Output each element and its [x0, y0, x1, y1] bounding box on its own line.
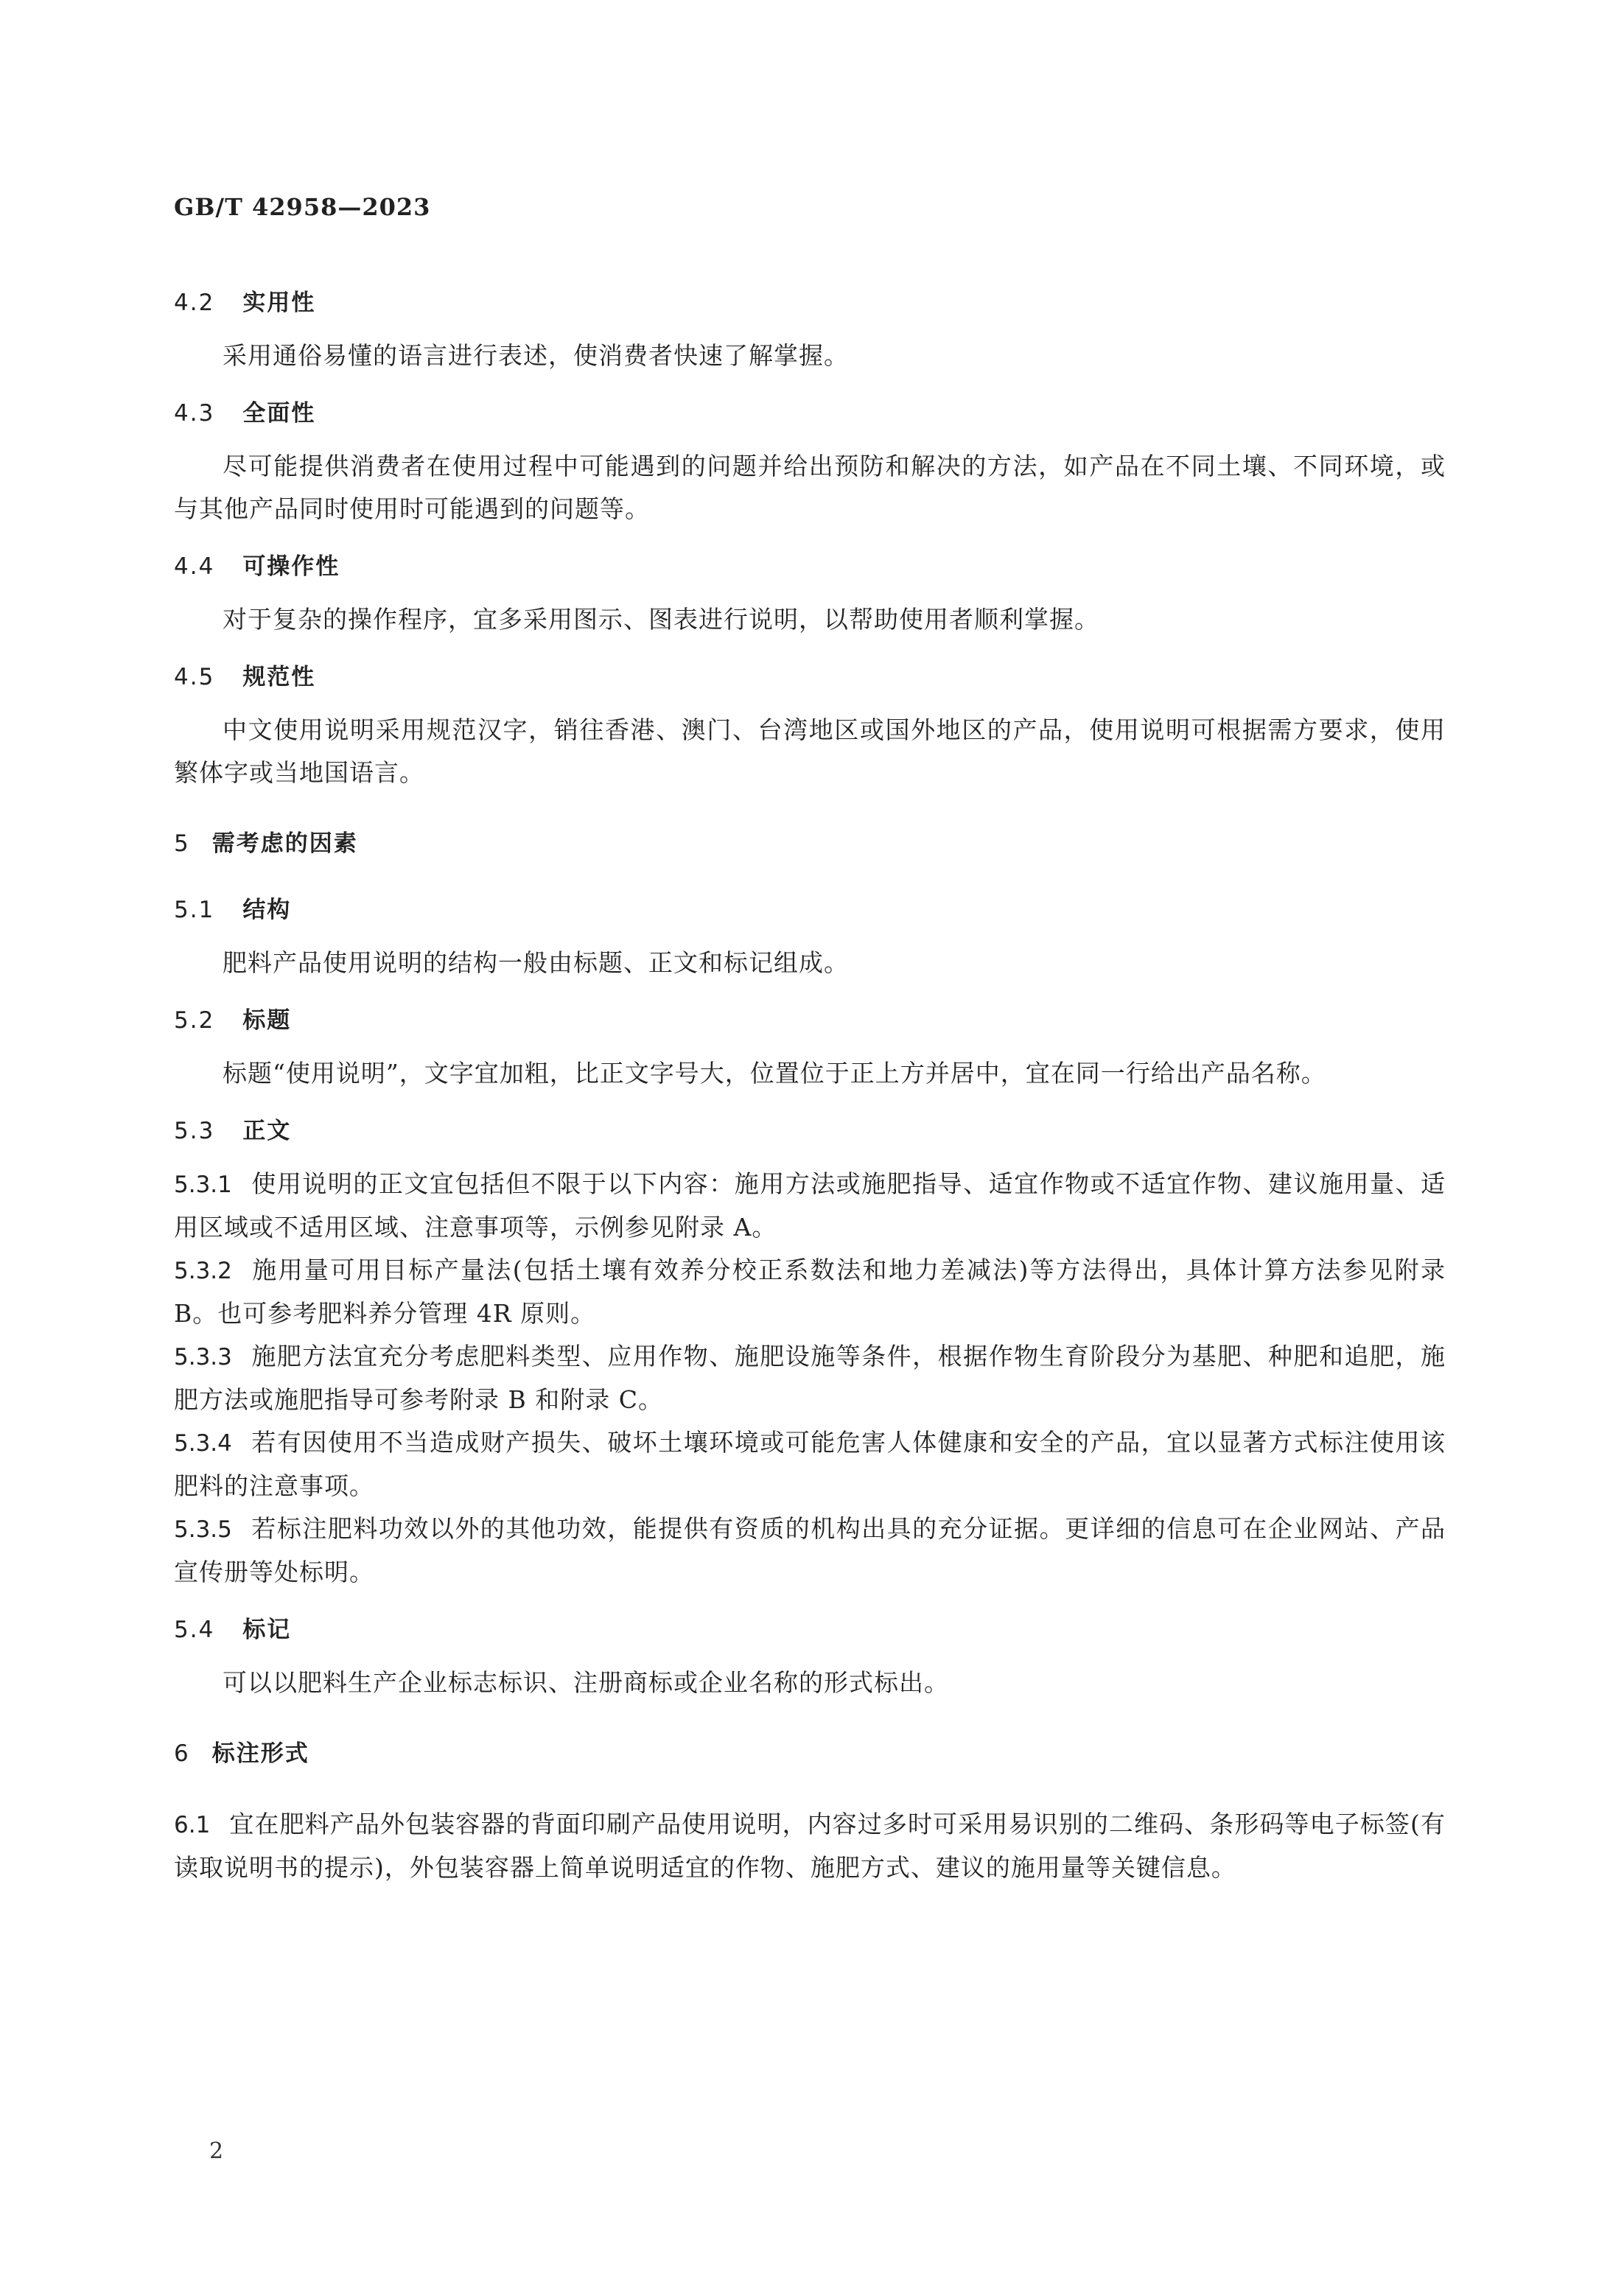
clause-5-3-2 [174, 1249, 1446, 1335]
section-heading-5 [174, 827, 1446, 861]
section-number: 6 [174, 1740, 190, 1767]
clause-5-3-3 [174, 1335, 1446, 1421]
clause-number: 5.3.5 [174, 1516, 232, 1543]
section-paragraph-4-2: 采用通俗易懂的语言进行表述，使消费者快速了解掌握。 [223, 341, 849, 370]
clause-number: 5.3.3 [174, 1344, 232, 1370]
section-heading-5-1 [174, 893, 1446, 927]
section-number: 4.3 [174, 400, 215, 427]
section-title: 正文 [242, 1118, 292, 1144]
clause-number: 5.3.2 [174, 1258, 232, 1284]
clause-text: 使用说明的正文宜包括但不限于以下内容：施用方法或施肥指导、适宜作物或不适宜作物、建议施用量、适用区域或不适用区域、注意事项等，示例参见附录 A。 [174, 1169, 1446, 1242]
section-title: 实用性 [242, 290, 316, 316]
section-heading-4-2 [174, 286, 1446, 320]
section-paragraph-5-1: 肥料产品使用说明的结构一般由标题、正文和标记组成。 [223, 948, 849, 977]
section-number: 4.4 [174, 553, 215, 580]
clause-text: 施用量可用目标产量法(包括土壤有效养分校正系数法和地力差减法)等方法得出，具体计算方法参见附录 B。也可参考肥料养分管理 4R 原则。 [174, 1256, 1446, 1328]
clause-text: 若标注肥料功效以外的其他功效，能提供有资质的机构出具的充分证据。更详细的信息可在企业网站、产品宣传册等处标明。 [174, 1514, 1446, 1586]
section-paragraph-4-3: 尽可能提供消费者在使用过程中可能遇到的问题并给出预防和解决的方法，如产品在不同土壤、不同环境，或与其他产品同时使用时可能遇到的问题等。 [174, 452, 1446, 523]
standard-code: GB/T 42958—2023 [174, 193, 431, 221]
clause-number: 5.3.4 [174, 1430, 232, 1457]
section-number: 5 [174, 830, 190, 857]
section-title: 全面性 [242, 400, 316, 427]
clause-text: 施肥方法宜充分考虑肥料类型、应用作物、施肥设施等条件，根据作物生育阶段分为基肥、种肥和追肥，施肥方法或施肥指导可参考附录 B 和附录 C。 [174, 1342, 1446, 1414]
clause-number: 5.3.1 [174, 1172, 232, 1198]
clause-text: 若有因使用不当造成财产损失、破坏土壤环境或可能危害人体健康和安全的产品，宜以显著方式标注使用该肥料的注意事项。 [174, 1428, 1446, 1500]
section-heading-6 [174, 1737, 1446, 1771]
section-title: 可操作性 [242, 553, 340, 580]
section-number: 4.5 [174, 664, 215, 690]
clause-number: 6.1 [174, 1812, 211, 1838]
page-number: 2 [209, 2138, 224, 2164]
section-paragraph-4-5: 中文使用说明采用规范汉字，销往香港、澳门、台湾地区或国外地区的产品，使用说明可根据需方要求，使用繁体字或当地国语言。 [174, 715, 1446, 787]
clause-6-1 [174, 1803, 1446, 1889]
section-number: 5.3 [174, 1118, 215, 1144]
clause-5-3-1 [174, 1163, 1446, 1249]
section-heading-4-4 [174, 550, 1446, 584]
section-number: 5.4 [174, 1617, 215, 1643]
section-heading-5-3 [174, 1114, 1446, 1148]
section-title: 结构 [242, 897, 292, 923]
section-paragraph-4-4: 对于复杂的操作程序，宜多采用图示、图表进行说明，以帮助使用者顺利掌握。 [223, 605, 1099, 634]
clause-text: 宜在肥料产品外包装容器的背面印刷产品使用说明，内容过多时可采用易识别的二维码、条形码等电子标签(有读取说明书的提示)，外包装容器上简单说明适宜的作物、施肥方式、建议的施用量等关键信息。 [174, 1810, 1446, 1882]
clause-5-3-4 [174, 1421, 1446, 1508]
section-heading-5-2 [174, 1004, 1446, 1037]
section-heading-4-3 [174, 396, 1446, 430]
section-title: 标记 [242, 1617, 292, 1643]
section-title: 标题 [242, 1007, 292, 1034]
section-paragraph-5-2: 标题“使用说明”，文字宜加粗，比正文字号大，位置位于正上方并居中，宜在同一行给出产品名称。 [223, 1059, 1326, 1088]
section-number: 5.1 [174, 897, 215, 923]
section-number: 5.2 [174, 1007, 215, 1034]
section-heading-4-5 [174, 660, 1446, 694]
clause-5-3-5 [174, 1508, 1446, 1594]
document-body [174, 286, 1446, 1889]
section-title: 需考虑的因素 [211, 830, 358, 857]
section-title: 规范性 [242, 664, 316, 690]
section-heading-5-4 [174, 1613, 1446, 1647]
section-title: 标注形式 [211, 1740, 309, 1767]
section-number: 4.2 [174, 290, 215, 316]
section-paragraph-5-4: 可以以肥料生产企业标志标识、注册商标或企业名称的形式标出。 [223, 1668, 949, 1697]
